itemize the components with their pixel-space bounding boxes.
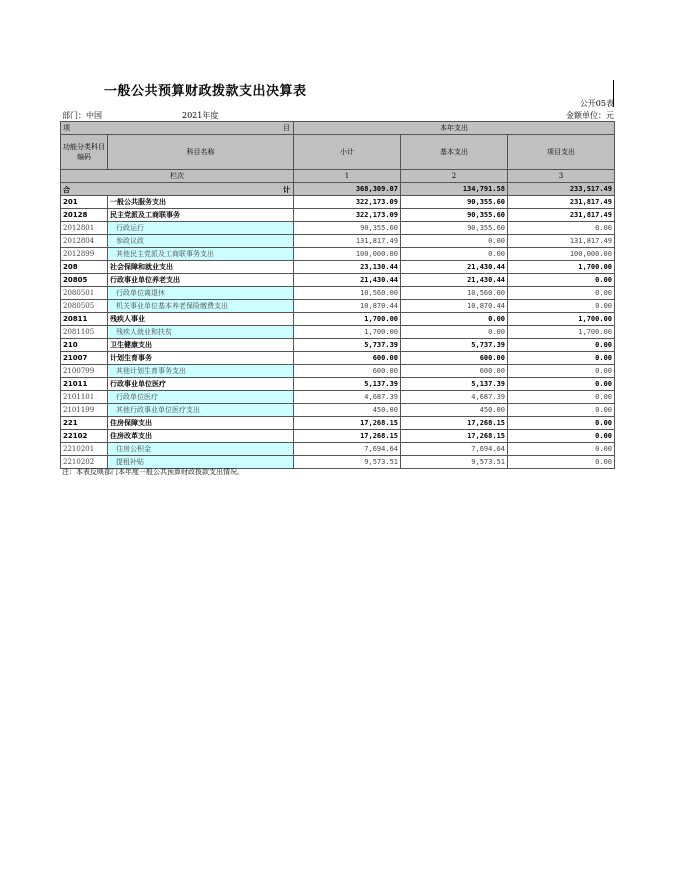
project-amount: 1,700.00 <box>508 313 615 326</box>
subtotal-amount: 600.00 <box>294 365 401 378</box>
subject-name: 住房公积金 <box>108 443 294 456</box>
subject-code: 2100799 <box>61 365 108 378</box>
subject-code: 2101199 <box>61 404 108 417</box>
subject-code: 20805 <box>61 274 108 287</box>
basic-amount: 0.00 <box>401 326 508 339</box>
subtotal-amount: 4,687.39 <box>294 391 401 404</box>
basic-amount: 17,268.15 <box>401 430 508 443</box>
table-row <box>61 326 615 339</box>
subject-code: 21007 <box>61 352 108 365</box>
subject-name: 机关事业单位基本养老保险缴费支出 <box>108 300 294 313</box>
basic-amount: 600.00 <box>401 352 508 365</box>
table-row <box>61 430 615 443</box>
annual-expenditure-header: 本年支出 <box>294 122 615 135</box>
item-header-right: 目 <box>283 123 290 132</box>
basic-amount: 21,430.44 <box>401 274 508 287</box>
total-label-left: 合 <box>63 184 70 194</box>
subtotal-amount: 7,694.64 <box>294 443 401 456</box>
project-amount: 0.00 <box>508 417 615 430</box>
subtotal-amount: 10,560.00 <box>294 287 401 300</box>
subtotal-amount: 90,355.60 <box>294 222 401 235</box>
subject-name: 住房改革支出 <box>108 430 294 443</box>
project-amount: 1,700.00 <box>508 261 615 274</box>
subject-name: 行政单位医疗 <box>108 391 294 404</box>
table-row <box>61 365 615 378</box>
code-header: 功能分类科目编码 <box>61 135 108 170</box>
header-row-2 <box>61 135 615 170</box>
column-label: 栏次 <box>61 170 294 183</box>
project-amount: 231,817.49 <box>508 196 615 209</box>
basic-amount: 10,870.44 <box>401 300 508 313</box>
total-subtotal: 368,309.07 <box>294 183 401 196</box>
subject-name: 残疾人事业 <box>108 313 294 326</box>
subject-code: 2080501 <box>61 287 108 300</box>
table-row <box>61 417 615 430</box>
project-amount: 100,000.00 <box>508 248 615 261</box>
basic-amount: 17,268.15 <box>401 417 508 430</box>
subtotal-amount: 23,130.44 <box>294 261 401 274</box>
subject-code: 201 <box>61 196 108 209</box>
subject-name: 计划生育事务 <box>108 352 294 365</box>
table-row <box>61 339 615 352</box>
subject-code: 210 <box>61 339 108 352</box>
project-amount: 0.00 <box>508 222 615 235</box>
project-amount: 0.00 <box>508 430 615 443</box>
column-1-index: 1 <box>294 170 401 183</box>
table-row <box>61 196 615 209</box>
subtotal-amount: 131,817.49 <box>294 235 401 248</box>
basic-amount: 90,355.60 <box>401 196 508 209</box>
subject-name: 社会保障和就业支出 <box>108 261 294 274</box>
expenditure-table <box>60 121 615 469</box>
basic-header: 基本支出 <box>401 135 508 170</box>
subject-code: 2012804 <box>61 235 108 248</box>
project-amount: 0.00 <box>508 287 615 300</box>
report-title: 一般公共预算财政拨款支出决算表 <box>104 84 307 99</box>
subject-name: 卫生健康支出 <box>108 339 294 352</box>
project-amount: 231,817.49 <box>508 209 615 222</box>
fiscal-year: 2021年度 <box>182 111 219 120</box>
basic-amount: 90,355.60 <box>401 222 508 235</box>
total-label-cell <box>61 183 294 196</box>
table-row <box>61 287 615 300</box>
table-row <box>61 378 615 391</box>
header-row-1 <box>61 122 615 135</box>
subtotal-amount: 5,137.39 <box>294 378 401 391</box>
table-row <box>61 300 615 313</box>
basic-amount: 90,355.60 <box>401 209 508 222</box>
subject-code: 2081105 <box>61 326 108 339</box>
basic-amount: 0.00 <box>401 235 508 248</box>
subject-code: 2210201 <box>61 443 108 456</box>
basic-amount: 21,430.44 <box>401 261 508 274</box>
basic-amount: 10,560.00 <box>401 287 508 300</box>
table-row <box>61 222 615 235</box>
project-amount: 0.00 <box>508 391 615 404</box>
subject-code: 2080505 <box>61 300 108 313</box>
project-amount: 0.00 <box>508 274 615 287</box>
table-row <box>61 352 615 365</box>
basic-amount: 9,573.51 <box>401 456 508 469</box>
subtotal-header: 小计 <box>294 135 401 170</box>
project-amount: 0.00 <box>508 404 615 417</box>
amount-unit: 金额单位：元 <box>566 111 614 120</box>
subject-name: 行政事业单位医疗 <box>108 378 294 391</box>
item-header-cell <box>61 122 294 135</box>
header-row-3 <box>61 170 615 183</box>
basic-amount: 4,687.39 <box>401 391 508 404</box>
item-header-left: 项 <box>63 123 70 132</box>
basic-amount: 0.00 <box>401 313 508 326</box>
basic-amount: 7,694.64 <box>401 443 508 456</box>
subject-code: 20128 <box>61 209 108 222</box>
project-amount: 0.00 <box>508 456 615 469</box>
subject-name: 其他民主党派及工商联事务支出 <box>108 248 294 261</box>
project-amount: 0.00 <box>508 352 615 365</box>
total-basic: 134,791.58 <box>401 183 508 196</box>
subject-code: 221 <box>61 417 108 430</box>
name-header: 科目名称 <box>108 135 294 170</box>
column-2-index: 2 <box>401 170 508 183</box>
subtotal-amount: 5,737.39 <box>294 339 401 352</box>
subject-code: 2012801 <box>61 222 108 235</box>
project-amount: 0.00 <box>508 339 615 352</box>
table-row <box>61 248 615 261</box>
basic-amount: 5,737.39 <box>401 339 508 352</box>
subject-code: 22102 <box>61 430 108 443</box>
project-amount: 0.00 <box>508 365 615 378</box>
project-amount: 1,700.00 <box>508 326 615 339</box>
subtotal-amount: 21,430.44 <box>294 274 401 287</box>
subject-code: 2012899 <box>61 248 108 261</box>
subject-name: 民主党派及工商联事务 <box>108 209 294 222</box>
subtotal-amount: 450.00 <box>294 404 401 417</box>
subject-name: 行政单位离退休 <box>108 287 294 300</box>
table-row <box>61 404 615 417</box>
table-note: 注：本表反映部门本年度一般公共预算财政拨款支出情况。 <box>62 468 244 476</box>
subject-code: 208 <box>61 261 108 274</box>
subtotal-amount: 322,173.09 <box>294 196 401 209</box>
form-number: 公开05表 <box>579 99 614 108</box>
subject-code: 2101101 <box>61 391 108 404</box>
basic-amount: 600.00 <box>401 365 508 378</box>
subject-name: 行政运行 <box>108 222 294 235</box>
basic-amount: 0.00 <box>401 248 508 261</box>
subject-name: 其他行政事业单位医疗支出 <box>108 404 294 417</box>
table-row <box>61 209 615 222</box>
subtotal-amount: 322,173.09 <box>294 209 401 222</box>
table-row <box>61 391 615 404</box>
subject-code: 2210202 <box>61 456 108 469</box>
subject-name: 残疾人就业和扶贫 <box>108 326 294 339</box>
subtotal-amount: 100,000.00 <box>294 248 401 261</box>
project-amount: 131,817.49 <box>508 235 615 248</box>
subject-name: 其他计划生育事务支出 <box>108 365 294 378</box>
subject-name: 提租补贴 <box>108 456 294 469</box>
basic-amount: 5,137.39 <box>401 378 508 391</box>
subject-code: 21011 <box>61 378 108 391</box>
subtotal-amount: 600.00 <box>294 352 401 365</box>
subtotal-amount: 9,573.51 <box>294 456 401 469</box>
subject-code: 20811 <box>61 313 108 326</box>
project-header: 项目支出 <box>508 135 615 170</box>
table-row <box>61 235 615 248</box>
total-project: 233,517.49 <box>508 183 615 196</box>
subject-name: 行政事业单位养老支出 <box>108 274 294 287</box>
total-label-right: 计 <box>283 184 290 194</box>
project-amount: 0.00 <box>508 300 615 313</box>
project-amount: 0.00 <box>508 378 615 391</box>
department-label: 部门：中国 <box>62 111 102 120</box>
column-3-index: 3 <box>508 170 615 183</box>
subtotal-amount: 1,700.00 <box>294 326 401 339</box>
subject-name: 参政议政 <box>108 235 294 248</box>
table-row <box>61 274 615 287</box>
table-row <box>61 261 615 274</box>
subtotal-amount: 10,870.44 <box>294 300 401 313</box>
table-row <box>61 313 615 326</box>
subtotal-amount: 1,700.00 <box>294 313 401 326</box>
subject-name: 住房保障支出 <box>108 417 294 430</box>
project-amount: 0.00 <box>508 443 615 456</box>
basic-amount: 450.00 <box>401 404 508 417</box>
table-row <box>61 443 615 456</box>
total-row <box>61 183 615 196</box>
subtotal-amount: 17,268.15 <box>294 430 401 443</box>
subject-name: 一般公共服务支出 <box>108 196 294 209</box>
subtotal-amount: 17,268.15 <box>294 417 401 430</box>
